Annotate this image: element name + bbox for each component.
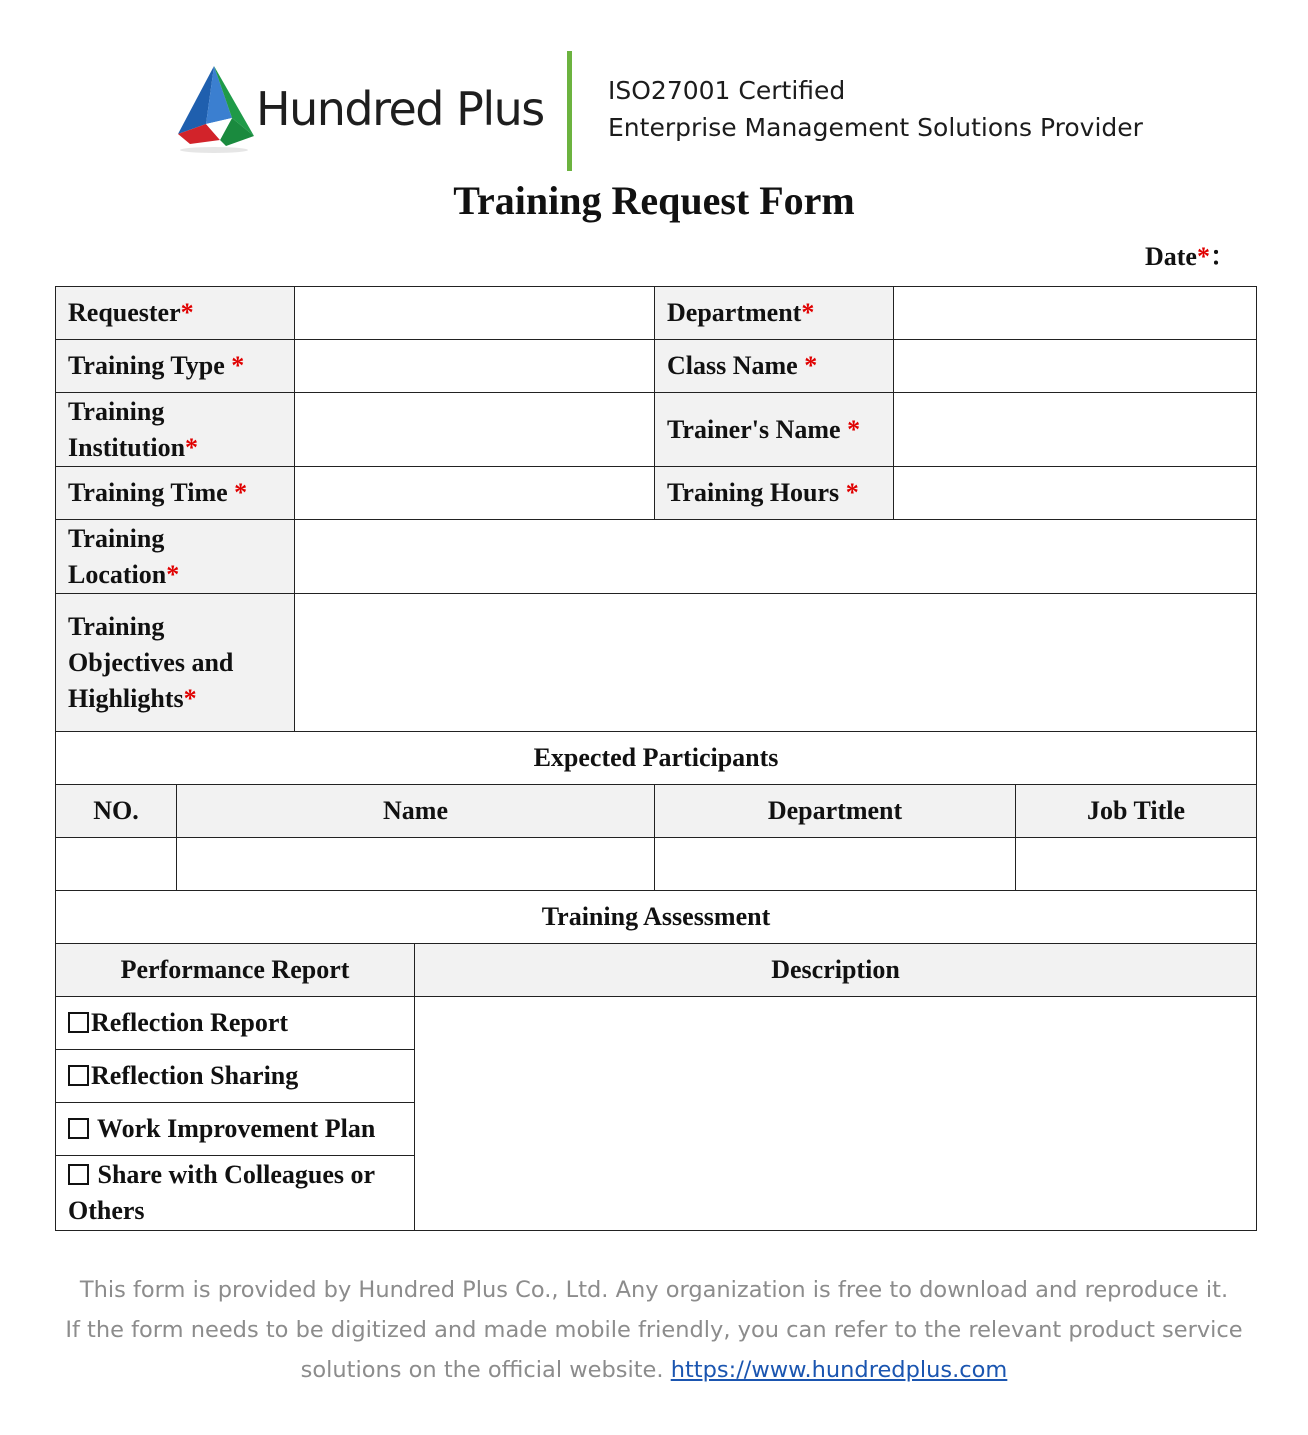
row-training-type — [56, 340, 1257, 393]
row-requester — [56, 287, 1257, 340]
training-request-table — [55, 286, 1257, 1231]
option-reflection-sharing[interactable]: Reflection Sharing — [56, 1050, 415, 1103]
training-hours-field[interactable] — [894, 467, 1257, 520]
training-time-label: Training Time * — [56, 467, 295, 520]
department-field[interactable] — [894, 287, 1257, 340]
date-suffix: ： — [1209, 242, 1236, 271]
checkbox[interactable] — [68, 1012, 89, 1033]
assessment-description-field[interactable] — [415, 997, 1257, 1231]
brand-name: Hundred Plus — [256, 82, 544, 136]
requester-label: Requester* — [56, 287, 295, 340]
checkbox[interactable] — [68, 1065, 89, 1086]
class-name-label: Class Name * — [655, 340, 894, 393]
participant-job-title-field[interactable] — [1016, 838, 1257, 891]
footer-line-2: If the form needs to be digitized and made mobile friendly, you can refer to the relevant product service — [65, 1317, 1243, 1343]
footer-line-3: solutions on the official website. https://www.hundredplus.com — [300, 1357, 1008, 1383]
training-time-field[interactable] — [295, 467, 655, 520]
date-label-text: Date — [1145, 242, 1197, 271]
assessment-header-row — [56, 944, 1257, 997]
training-hours-label: Training Hours * — [655, 467, 894, 520]
training-location-field[interactable] — [295, 520, 1257, 594]
col-job-title: Job Title — [1016, 785, 1257, 838]
triangle-logo-icon — [170, 64, 256, 154]
checkbox[interactable] — [68, 1118, 89, 1139]
row-training-time — [56, 467, 1257, 520]
form-title: Training Request Form — [453, 178, 855, 223]
row-assessment-title — [56, 891, 1257, 944]
header-divider — [567, 51, 572, 171]
date-label — [1145, 240, 1236, 274]
option-share-with-colleagues[interactable]: Share with Colleagues or Others — [56, 1156, 415, 1231]
footer-line-1: This form is provided by Hundred Plus Co., Ltd. Any organization is free to download and reproduce it. — [79, 1277, 1229, 1303]
col-department: Department — [655, 785, 1016, 838]
department-label: Department* — [655, 287, 894, 340]
objectives-field[interactable] — [295, 594, 1257, 732]
col-name: Name — [177, 785, 655, 838]
page-header — [0, 40, 1308, 180]
website-link[interactable]: https://www.hundredplus.com — [670, 1357, 1008, 1383]
class-name-field[interactable] — [894, 340, 1257, 393]
participant-name-field[interactable] — [177, 838, 655, 891]
option-reflection-report[interactable]: Reflection Report — [56, 997, 415, 1050]
option-work-improvement-plan[interactable]: Work Improvement Plan — [56, 1103, 415, 1156]
training-institution-label: Training Institution* — [56, 393, 295, 467]
participants-header-row — [56, 785, 1257, 838]
required-mark: * — [1196, 242, 1210, 271]
option-row — [56, 997, 1257, 1050]
trainers-name-label: Trainer's Name * — [655, 393, 894, 467]
participant-department-field[interactable] — [655, 838, 1016, 891]
training-type-label: Training Type * — [56, 340, 295, 393]
training-location-label: Training Location* — [56, 520, 295, 594]
participants-section-title: Expected Participants — [56, 732, 1257, 785]
trainers-name-field[interactable] — [894, 393, 1257, 467]
requester-field[interactable] — [295, 287, 655, 340]
assessment-section-title: Training Assessment — [56, 891, 1257, 944]
col-no: NO. — [56, 785, 177, 838]
row-objectives — [56, 594, 1257, 732]
footer-note — [0, 1270, 1308, 1390]
participant-row — [56, 838, 1257, 891]
tagline-text: Enterprise Management Solutions Provider — [608, 113, 1143, 142]
certification-text: ISO27001 Certified — [608, 76, 846, 105]
col-description: Description — [415, 944, 1257, 997]
checkbox[interactable] — [68, 1164, 89, 1185]
col-performance-report: Performance Report — [56, 944, 415, 997]
training-institution-field[interactable] — [295, 393, 655, 467]
row-institution — [56, 393, 1257, 467]
row-location — [56, 520, 1257, 594]
training-type-field[interactable] — [295, 340, 655, 393]
objectives-label: Training Objectives and Highlights* — [56, 594, 295, 732]
participant-no-field[interactable] — [56, 838, 177, 891]
row-participants-title — [56, 732, 1257, 785]
